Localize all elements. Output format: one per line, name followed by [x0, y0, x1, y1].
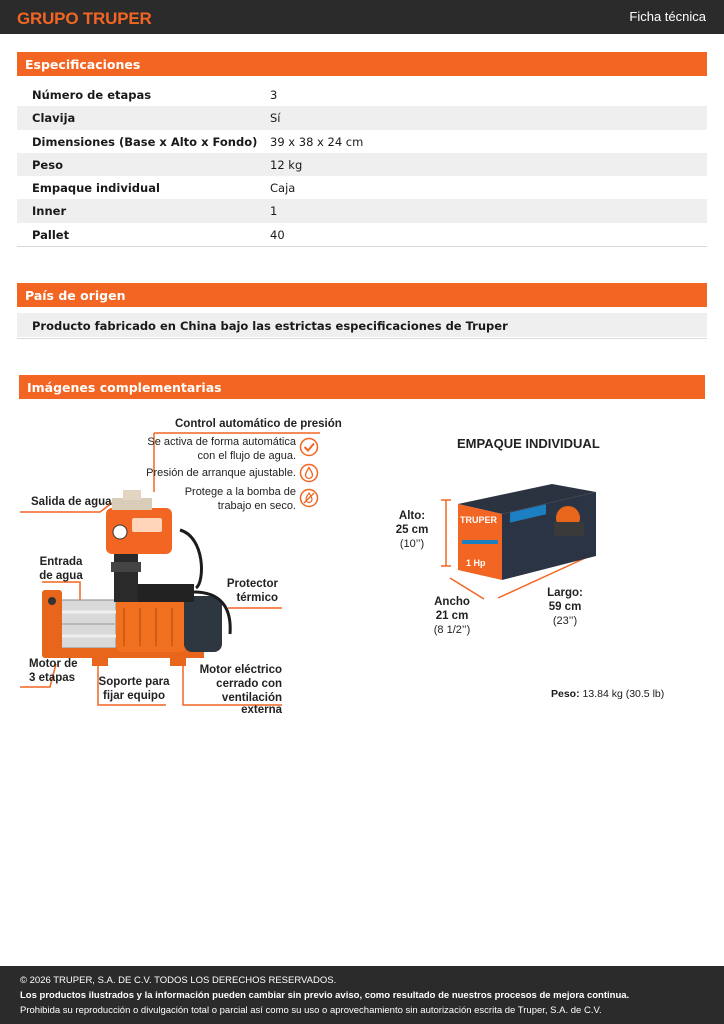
truper-logo: GRUPO TRUPER	[17, 9, 152, 28]
origin-section-header	[17, 283, 707, 307]
spec-row	[17, 83, 707, 106]
spec-label: Número de etapas	[32, 88, 152, 102]
origin-text: Producto fabricado en China bajo las estrictas especificaciones de Truper	[32, 319, 508, 333]
divider	[17, 246, 707, 247]
origin-row	[17, 313, 707, 337]
spec-value: 39 x 38 x 24 cm	[270, 134, 364, 149]
spec-value: Caja	[270, 181, 296, 196]
package-weight	[551, 688, 664, 700]
images-section-header	[19, 375, 705, 399]
label-water-inlet-2: de agua	[39, 570, 83, 582]
specs-table	[17, 83, 707, 246]
label-mount-support-2: fijar equipo	[103, 690, 165, 702]
box-power-text: 1 Hp	[466, 558, 486, 568]
spec-row	[17, 223, 707, 246]
spec-row	[17, 176, 707, 199]
spec-row	[17, 199, 707, 222]
dim-height-2: 25 cm	[395, 524, 429, 536]
top-bar	[0, 0, 724, 34]
dim-width-1: Ancho	[434, 596, 470, 608]
no-dry-run-icon	[299, 488, 319, 508]
control-feature-1: Se activa de forma automática	[147, 436, 296, 448]
label-electric-motor-1: Motor eléctrico	[199, 664, 282, 676]
origin-title: País de origen	[25, 288, 126, 303]
package-weight-value: 13.84 kg (30.5 lb)	[582, 688, 665, 700]
check-icon	[299, 437, 319, 457]
control-feature-2: Presión de arranque ajustable.	[146, 467, 296, 479]
divider	[17, 338, 707, 339]
specs-section-header	[17, 52, 707, 76]
spec-value: 12 kg	[270, 157, 303, 172]
water-drop-icon	[299, 463, 319, 483]
control-feature-3: Protege a la bomba de	[184, 486, 296, 498]
spec-label: Peso	[32, 157, 63, 172]
spec-label: Clavija	[32, 111, 76, 126]
label-water-inlet-1: Entrada	[39, 556, 83, 568]
control-feature-1b: con el flujo de agua.	[197, 450, 296, 462]
dim-height-1: Alto:	[398, 510, 426, 522]
spec-value: 1	[270, 204, 278, 219]
label-3-stage-motor-2: 3 etapas	[29, 672, 76, 684]
label-water-outlet: Salida de agua	[31, 496, 112, 508]
label-electric-motor-3: ventilación externa	[221, 692, 282, 716]
footer-prohibition: Prohibida su reproducción o divulgación total o parcial así como su uso o aprovechamiento sin autorización escrita de Truper, S.A. de C.V.	[20, 1005, 602, 1016]
footer-notice: Los productos ilustrados y la información pueden cambiar sin previo aviso, como resultado de nuestros procesos de mejora continua.	[20, 990, 630, 1001]
label-thermal-protector-2: térmico	[236, 592, 278, 604]
footer	[0, 966, 724, 1024]
control-title: Control automático de presión	[175, 418, 342, 430]
label-thermal-protector-1: Protector	[226, 578, 278, 590]
spec-row	[17, 106, 707, 129]
spec-label: Inner	[32, 204, 67, 219]
spec-label: Dimensiones (Base x Alto x Fondo)	[32, 134, 258, 149]
spec-value: Sí	[270, 111, 281, 126]
footer-copyright: © 2026 TRUPER, S.A. DE C.V. TODOS LOS DERECHOS RESERVADOS.	[20, 975, 337, 986]
dim-length-2: 59 cm	[548, 601, 582, 613]
label-3-stage-motor-1: Motor de	[29, 658, 78, 670]
document-type: Ficha técnica	[629, 9, 706, 24]
control-feature-3b: trabajo en seco.	[217, 500, 296, 512]
spec-value: 3	[270, 88, 278, 102]
box-brand-text: TRUPER	[460, 515, 498, 525]
specs-title: Especificaciones	[25, 57, 141, 72]
dim-length-1: Largo:	[547, 587, 583, 599]
dim-length-3: (23’’)	[552, 615, 578, 627]
spec-row	[17, 130, 707, 153]
spec-label: Empaque individual	[32, 181, 160, 196]
spec-row	[17, 153, 707, 176]
spec-value: 40	[270, 227, 285, 242]
dim-width-3: (8 1/2’’)	[433, 624, 471, 636]
package-weight-label: Peso:	[551, 688, 580, 700]
images-title: Imágenes complementarias	[27, 380, 222, 395]
package-title: EMPAQUE INDIVIDUAL	[457, 436, 600, 451]
dim-height-3: (10’’)	[399, 538, 425, 550]
label-mount-support-1: Soporte para	[98, 676, 170, 688]
spec-label: Pallet	[32, 227, 70, 242]
dim-width-2: 21 cm	[435, 610, 469, 622]
label-electric-motor-2: cerrado con	[216, 678, 282, 690]
